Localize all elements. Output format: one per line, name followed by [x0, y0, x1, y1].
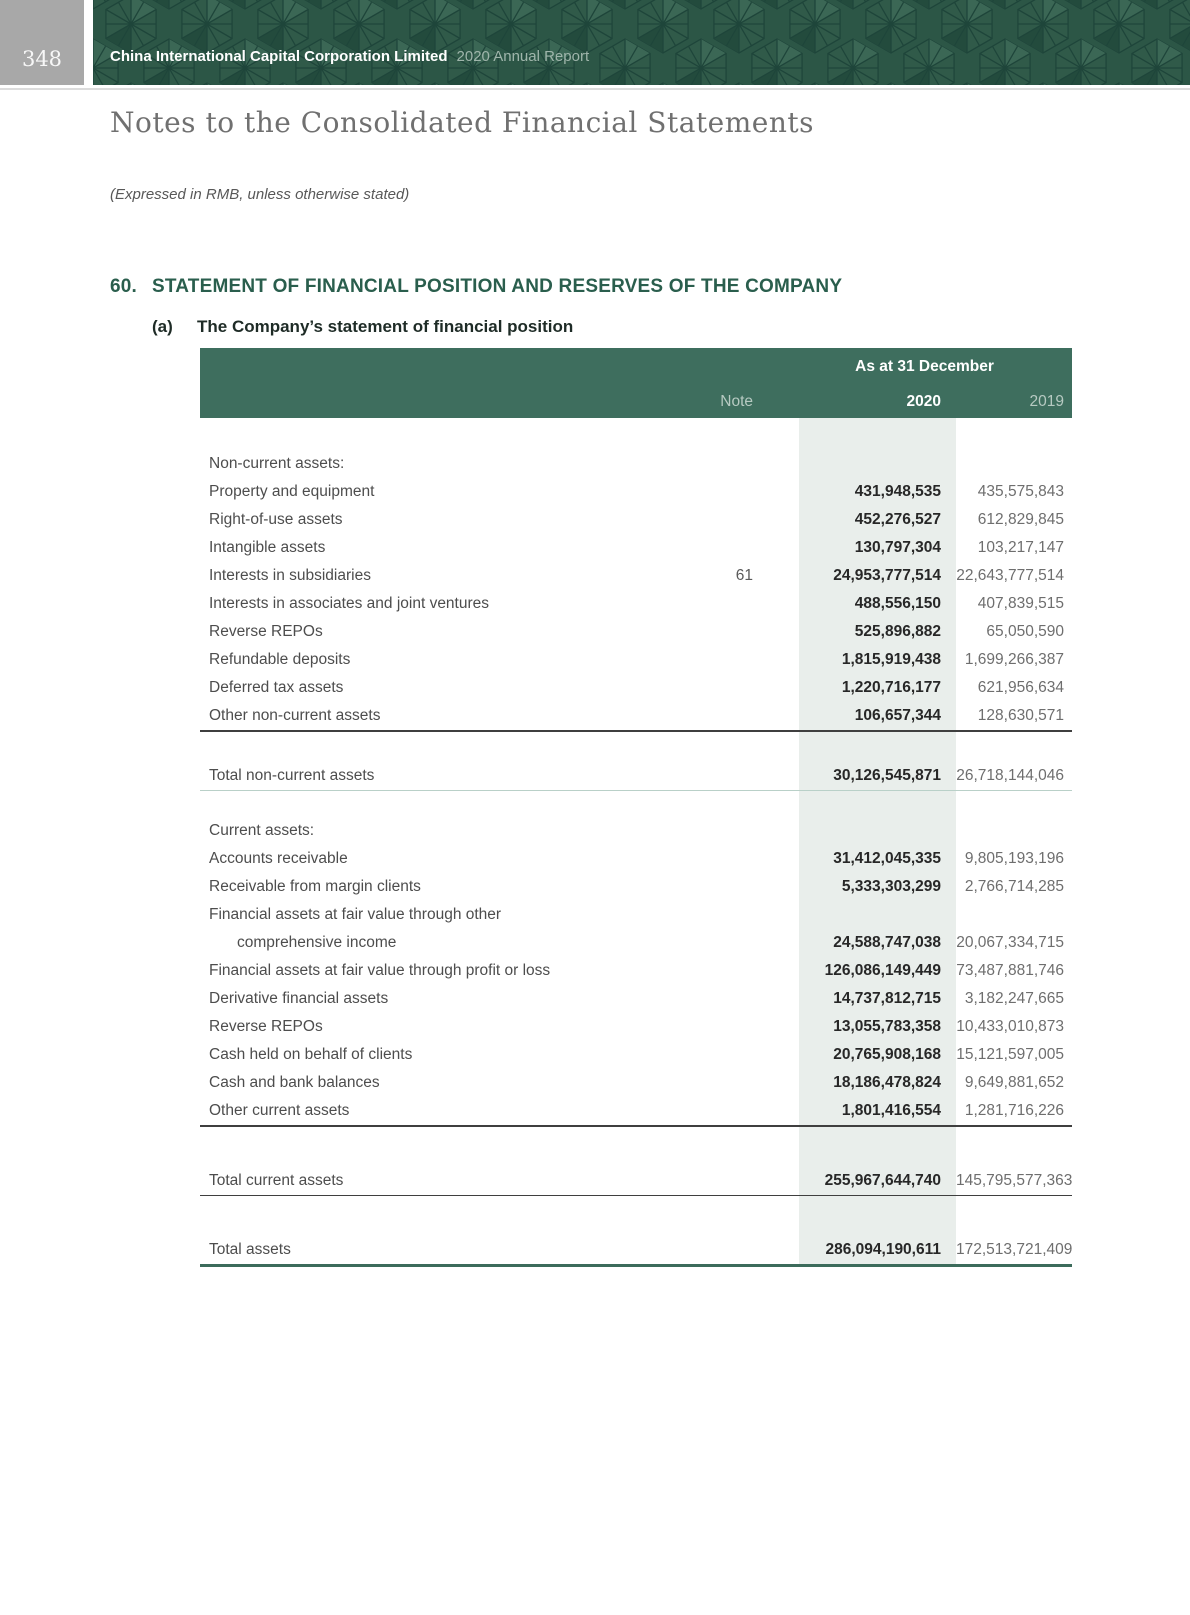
row-value-2019: 621,956,634 [977, 679, 1064, 696]
report-edition: 2020 Annual Report [456, 48, 590, 65]
row-label: Financial assets at fair value through other [209, 906, 502, 923]
table-row [200, 1069, 1072, 1097]
table-row [200, 702, 1072, 730]
table-row [200, 985, 1072, 1013]
page-number-box [0, 0, 84, 85]
table-spacer [200, 418, 1072, 450]
table-row [200, 762, 1072, 790]
section-heading [110, 276, 843, 298]
section-number: 60. [110, 276, 138, 297]
column-header-2019: 2019 [1029, 393, 1064, 410]
table-row [200, 534, 1072, 562]
banner-text [110, 48, 589, 66]
page-title: Notes to the Consolidated Financial Statements [110, 106, 814, 139]
table-rule-dark [200, 1195, 1072, 1197]
row-value-2020: 106,657,344 [854, 707, 941, 724]
row-label: Property and equipment [209, 483, 375, 500]
row-value-2020: 431,948,535 [854, 483, 941, 500]
row-label: Deferred tax assets [209, 679, 344, 696]
subsection-letter: (a) [152, 317, 173, 336]
row-value-2020: 20,765,908,168 [833, 1046, 941, 1063]
company-name: China International Capital Corporation Limited [110, 48, 448, 65]
row-label: Interests in subsidiaries [209, 567, 371, 584]
table-row [200, 506, 1072, 534]
table-rule-dark [200, 730, 1072, 732]
row-label: Total assets [209, 1241, 291, 1258]
currency-note: (Expressed in RMB, unless otherwise stated) [110, 186, 410, 203]
section-title: STATEMENT OF FINANCIAL POSITION AND RESERVES OF THE COMPANY [152, 276, 843, 297]
row-label: Total non-current assets [209, 766, 375, 784]
row-value-2020: 31,412,045,335 [833, 850, 941, 867]
row-label: Intangible assets [209, 539, 326, 556]
row-value-2019: 407,839,515 [977, 595, 1064, 612]
row-label: Receivable from margin clients [209, 878, 421, 895]
report-banner [93, 0, 1190, 85]
row-value-2019: 103,217,147 [977, 539, 1064, 556]
row-label: Interests in associates and joint ventures [209, 595, 490, 612]
table-row [200, 562, 1072, 590]
row-label: Reverse REPOs [209, 1018, 323, 1035]
table-row [200, 901, 1072, 929]
row-label: Accounts receivable [209, 850, 348, 867]
table-body [200, 418, 1072, 1267]
row-label: Other non-current assets [209, 707, 381, 724]
subsection-title: The Company’s statement of financial position [197, 317, 574, 336]
row-value-2019: 128,630,571 [977, 707, 1064, 724]
row-label: Reverse REPOs [209, 623, 323, 640]
table-row [200, 1041, 1072, 1069]
row-value-2019: 1,699,266,387 [964, 651, 1064, 668]
column-header-2020: 2020 [906, 393, 941, 410]
row-label: Current assets: [209, 822, 315, 839]
row-value-2020: 18,186,478,824 [833, 1074, 941, 1091]
row-label: comprehensive income [237, 934, 397, 951]
row-value-2020: 1,815,919,438 [841, 651, 941, 668]
table-row [200, 845, 1072, 873]
row-value-2020: 24,953,777,514 [833, 567, 941, 584]
table-row [200, 929, 1072, 957]
row-value-2019: 9,649,881,652 [964, 1074, 1064, 1091]
table-row [200, 590, 1072, 618]
row-value-2020: 286,094,190,611 [825, 1241, 941, 1258]
table-row [200, 618, 1072, 646]
table-rule-dark [200, 1125, 1072, 1127]
row-value-2020: 30,126,545,871 [833, 766, 941, 784]
row-value-2020: 525,896,882 [854, 623, 941, 640]
row-value-2020: 488,556,150 [854, 595, 941, 612]
table-row [200, 1097, 1072, 1125]
row-value-2020: 5,333,303,299 [841, 878, 941, 895]
row-value-2019: 612,829,845 [977, 511, 1064, 528]
row-value-2019: 2,766,714,285 [964, 878, 1064, 895]
row-value-2020: 130,797,304 [854, 539, 941, 556]
row-label: Cash held on behalf of clients [209, 1046, 413, 1063]
table-rule-final [200, 1264, 1072, 1267]
row-label: Refundable deposits [209, 651, 351, 668]
table-rule-light [200, 790, 1072, 792]
row-value-2019: 172,513,721,409 [956, 1241, 1073, 1258]
table-header [200, 348, 1072, 418]
row-value-2020: 1,801,416,554 [841, 1102, 941, 1119]
header-divider [0, 88, 1190, 90]
table-row [200, 674, 1072, 702]
row-label: Non-current assets: [209, 455, 345, 472]
row-note: 61 [735, 567, 753, 584]
row-value-2019: 10,433,010,873 [956, 1018, 1064, 1035]
subsection-heading [152, 317, 574, 337]
row-value-2019: 1,281,716,226 [964, 1102, 1064, 1119]
row-value-2020: 13,055,783,358 [833, 1018, 941, 1035]
asanoha-pattern-background [93, 0, 1190, 85]
row-value-2019: 15,121,597,005 [956, 1046, 1064, 1063]
table-header-group-label: As at 31 December [855, 358, 994, 375]
row-label: Total current assets [209, 1171, 344, 1189]
table-spacer [200, 732, 1072, 762]
table-row [200, 817, 1072, 845]
row-label: Cash and bank balances [209, 1074, 380, 1091]
row-label: Derivative financial assets [209, 990, 389, 1007]
row-value-2019: 26,718,144,046 [956, 766, 1064, 784]
row-value-2019: 73,487,881,746 [956, 962, 1064, 979]
table-row [200, 478, 1072, 506]
row-value-2019: 22,643,777,514 [956, 567, 1064, 584]
row-label: Right-of-use assets [209, 511, 343, 528]
row-value-2020: 452,276,527 [854, 511, 941, 528]
table-spacer [200, 791, 1072, 817]
table-row [200, 1236, 1072, 1264]
table-row [200, 957, 1072, 985]
table-row [200, 1013, 1072, 1041]
row-label: Financial assets at fair value through profit or loss [209, 962, 551, 979]
row-value-2019: 435,575,843 [977, 483, 1064, 500]
table-row [200, 450, 1072, 478]
table-spacer [200, 1127, 1072, 1167]
row-label: Other current assets [209, 1102, 350, 1119]
row-value-2019: 20,067,334,715 [956, 934, 1064, 951]
financial-position-table [200, 348, 1072, 1267]
row-value-2019: 3,182,247,665 [964, 990, 1064, 1007]
row-value-2020: 1,220,716,177 [841, 679, 941, 696]
row-value-2020: 255,967,644,740 [824, 1171, 941, 1189]
table-row [200, 646, 1072, 674]
row-value-2019: 65,050,590 [986, 623, 1064, 640]
table-row [200, 1167, 1072, 1195]
row-value-2020: 14,737,812,715 [833, 990, 941, 1007]
table-spacer [200, 1196, 1072, 1236]
row-value-2020: 126,086,149,449 [824, 962, 941, 979]
row-value-2019: 145,795,577,363 [956, 1171, 1073, 1189]
column-header-note: Note [720, 393, 753, 410]
page-number: 348 [21, 47, 63, 71]
table-row [200, 873, 1072, 901]
row-value-2020: 24,588,747,038 [833, 934, 941, 951]
row-value-2019: 9,805,193,196 [964, 850, 1064, 867]
